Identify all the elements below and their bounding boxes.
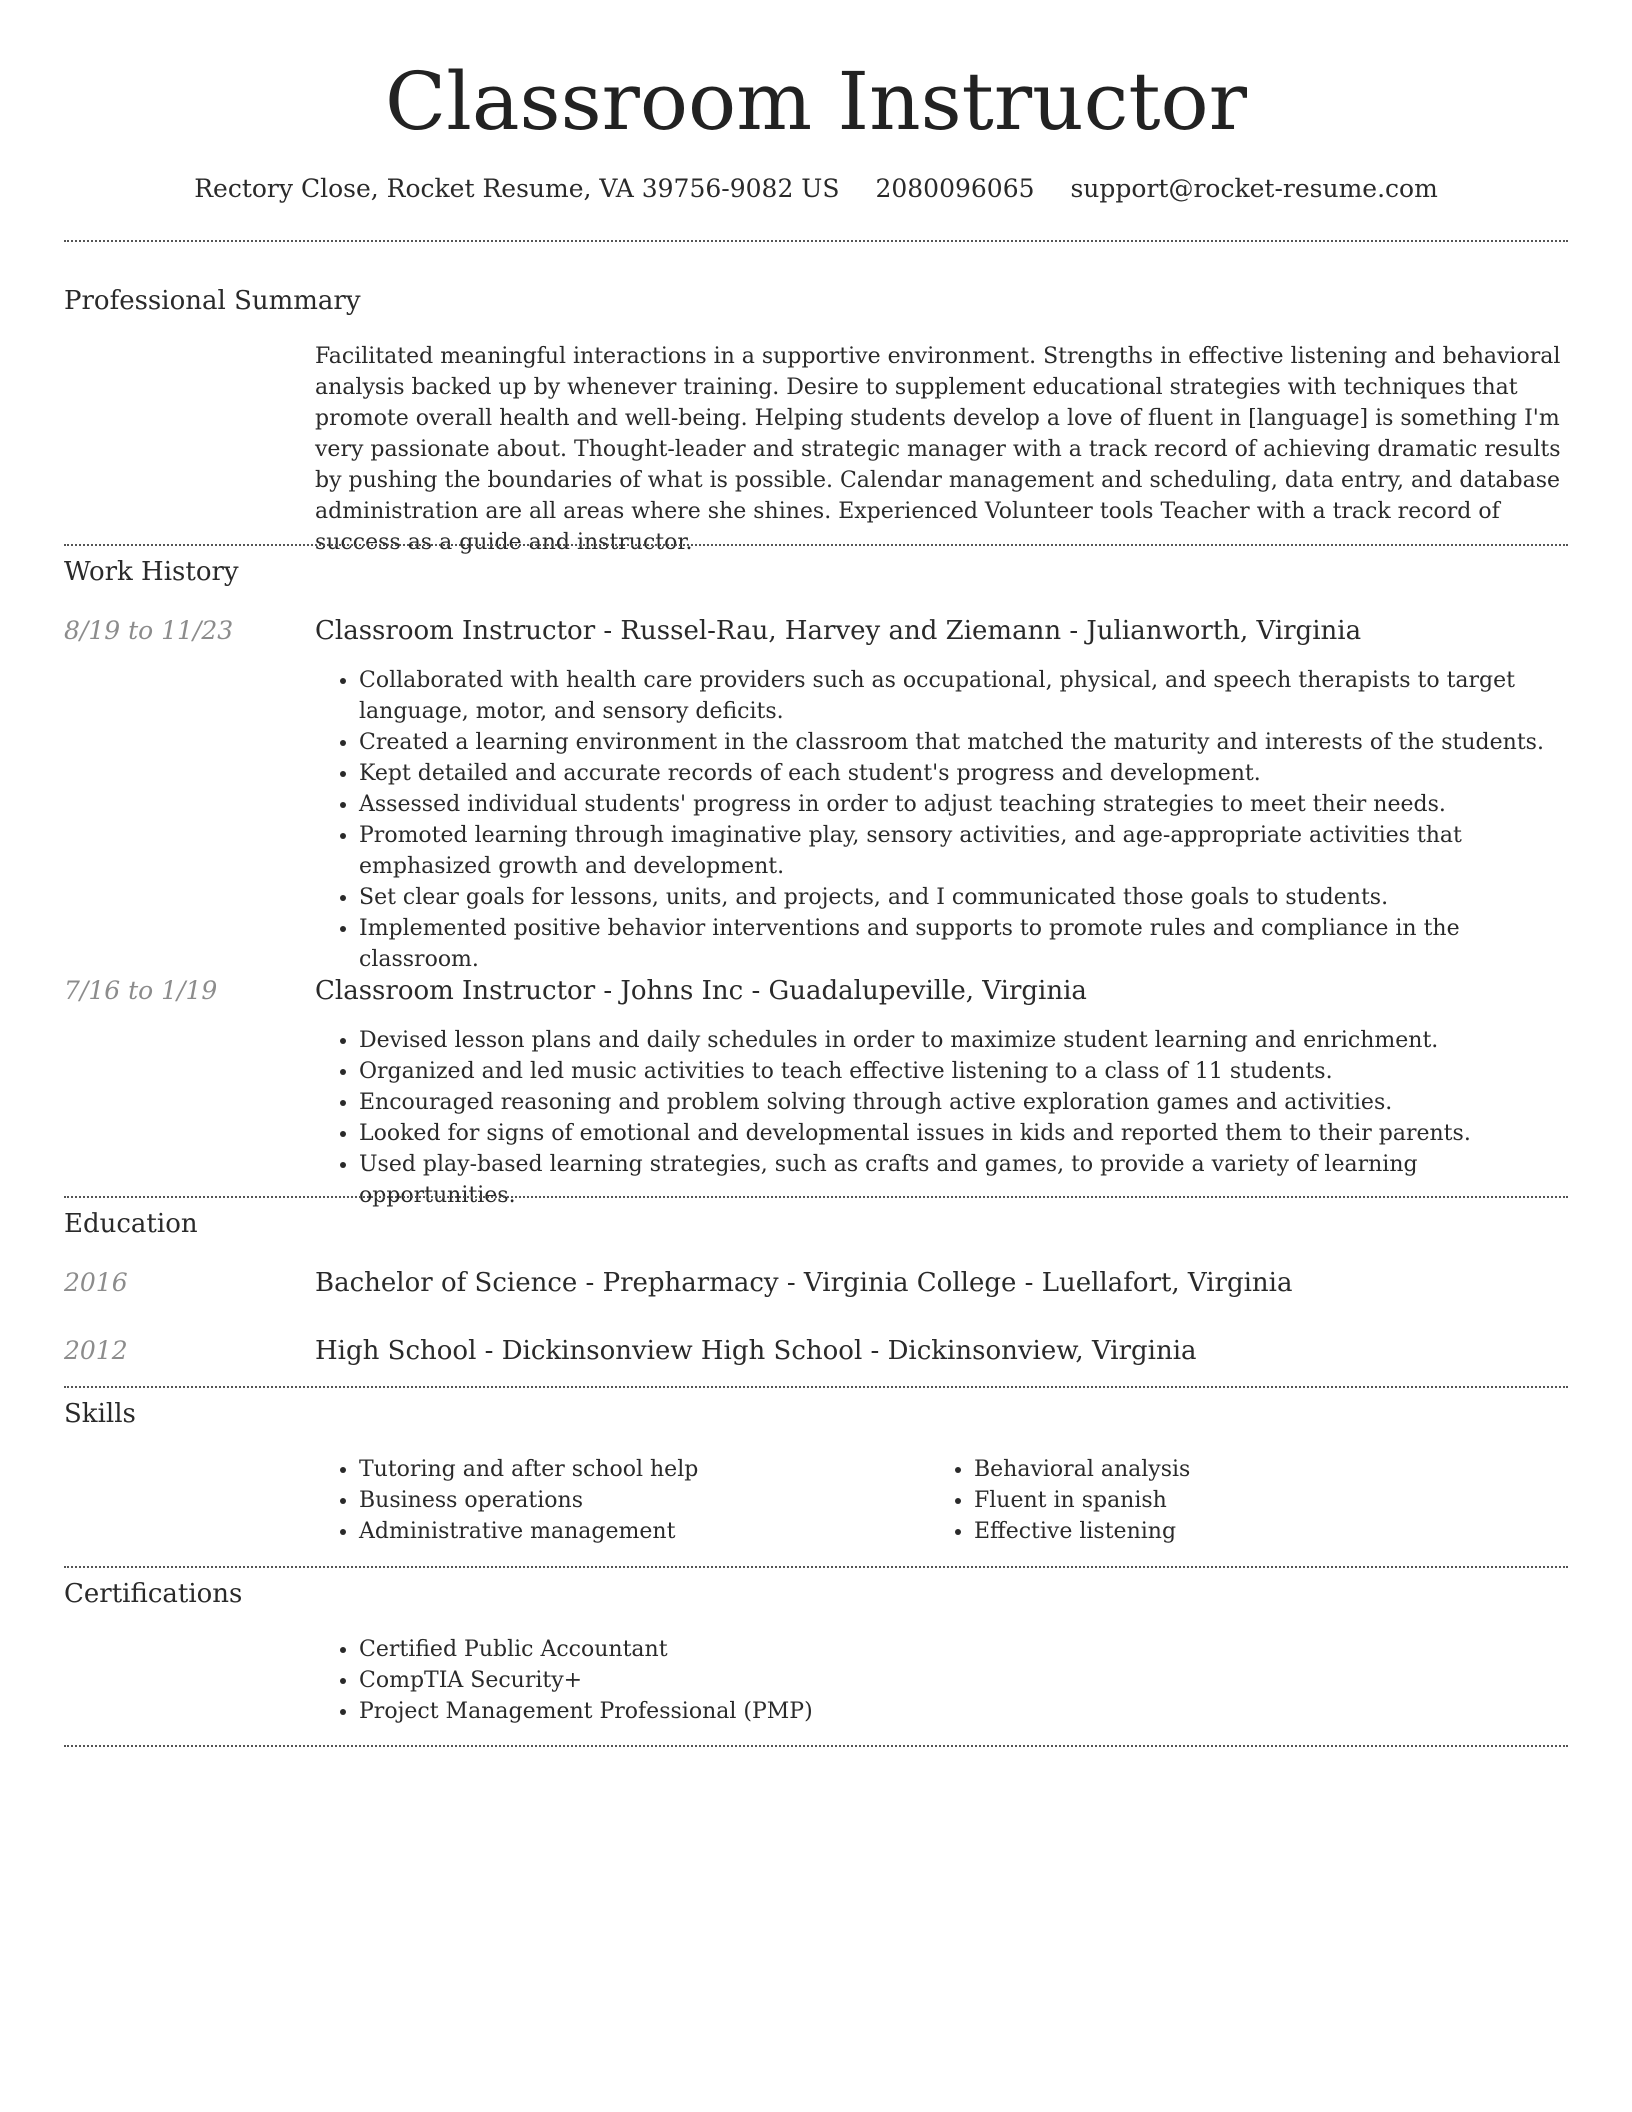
divider [64,1386,1568,1388]
list-item: • Fluent in spanish [974,1485,1530,1516]
certifications-list [315,1634,1565,1727]
education-year: 2012 [64,1336,128,1365]
divider [64,1745,1568,1747]
contact-address: Rectory Close, Rocket Resume, VA 39756-9082 US [194,174,840,203]
candidate-name: Classroom Instructor [385,55,1247,148]
contact-phone: 2080096065 [875,174,1035,203]
job-heading: Classroom Instructor - Johns Inc - Guadalupeville, Virginia [315,976,1087,1006]
list-item: • Promoted learning through imaginative play, sensory activities, and age-appropriate activities that emphasized growth and development. [359,820,1565,882]
job-dates: 7/16 to 1/19 [64,976,218,1005]
list-item: • Implemented positive behavior interventions and supports to promote rules and compliance in the classroom. [359,913,1565,975]
list-item: • Looked for signs of emotional and developmental issues in kids and reported them to their parents. [359,1118,1565,1149]
skills-list-right [930,1454,1530,1547]
job-bullets [315,665,1565,975]
list-item: • Set clear goals for lessons, units, and projects, and I communicated those goals to students. [359,882,1565,913]
list-item: • Administrative management [359,1516,915,1547]
list-item: • Created a learning environment in the classroom that matched the maturity and interests of the students. [359,727,1565,758]
list-item: • Organized and led music activities to teach effective listening to a class of 11 students. [359,1056,1565,1087]
list-item: • Assessed individual students' progress in order to adjust teaching strategies to meet their needs. [359,789,1565,820]
job-dates: 8/19 to 11/23 [64,616,234,645]
list-item: • Project Management Professional (PMP) [359,1696,1565,1727]
section-title-work-history: Work History [64,557,239,587]
divider [64,544,1568,546]
list-item: • Collaborated with health care providers such as occupational, physical, and speech therapists to target language, motor, and sensory deficits. [359,665,1565,727]
divider [64,240,1568,242]
contact-email: support@rocket-resume.com [1070,174,1438,203]
list-item: • Business operations [359,1485,915,1516]
list-item: • Devised lesson plans and daily schedules in order to maximize student learning and enrichment. [359,1025,1565,1056]
section-title-education: Education [64,1209,198,1239]
job-bullets [315,1025,1565,1211]
contact-line [0,172,1632,206]
job-heading: Classroom Instructor - Russel-Rau, Harvey and Ziemann - Julianworth, Virginia [315,616,1362,646]
list-item: • Behavioral analysis [974,1454,1530,1485]
list-item: • CompTIA Security+ [359,1665,1565,1696]
list-item: • Effective listening [974,1516,1530,1547]
education-year: 2016 [64,1268,128,1297]
list-item: • Certified Public Accountant [359,1634,1565,1665]
divider [64,1566,1568,1568]
summary-text: Facilitated meaningful interactions in a supportive environment. Strengths in effective listening and behavioral analysis backed up by whenever training. Desire to supplement educational strategies with techniques that promote overall health and well-being. Helping students develop a love of fluent in [language] is something I'm very passionate about. Thought-leader and strategic manager with a track record of achieving dramatic results by pushing the boundaries of what is possible. Calendar management and scheduling, data entry, and database administration are all areas where she shines. Experienced Volunteer tools Teacher with a track record of success as a guide and instructor. [315,344,1561,555]
education-heading: High School - Dickinsonview High School - Dickinsonview, Virginia [315,1336,1197,1366]
skills-list-left [315,1454,915,1547]
section-title-skills: Skills [64,1399,136,1429]
section-title-summary: Professional Summary [64,286,361,316]
education-heading: Bachelor of Science - Prepharmacy - Virginia College - Luellafort, Virginia [315,1268,1293,1298]
list-item: • Tutoring and after school help [359,1454,915,1485]
divider [64,1196,1568,1198]
list-item: • Used play-based learning strategies, such as crafts and games, to provide a variety of learning opportunities. [359,1149,1565,1211]
list-item: • Kept detailed and accurate records of each student's progress and development. [359,758,1565,789]
section-title-certifications: Certifications [64,1579,243,1609]
list-item: • Encouraged reasoning and problem solving through active exploration games and activities. [359,1087,1565,1118]
